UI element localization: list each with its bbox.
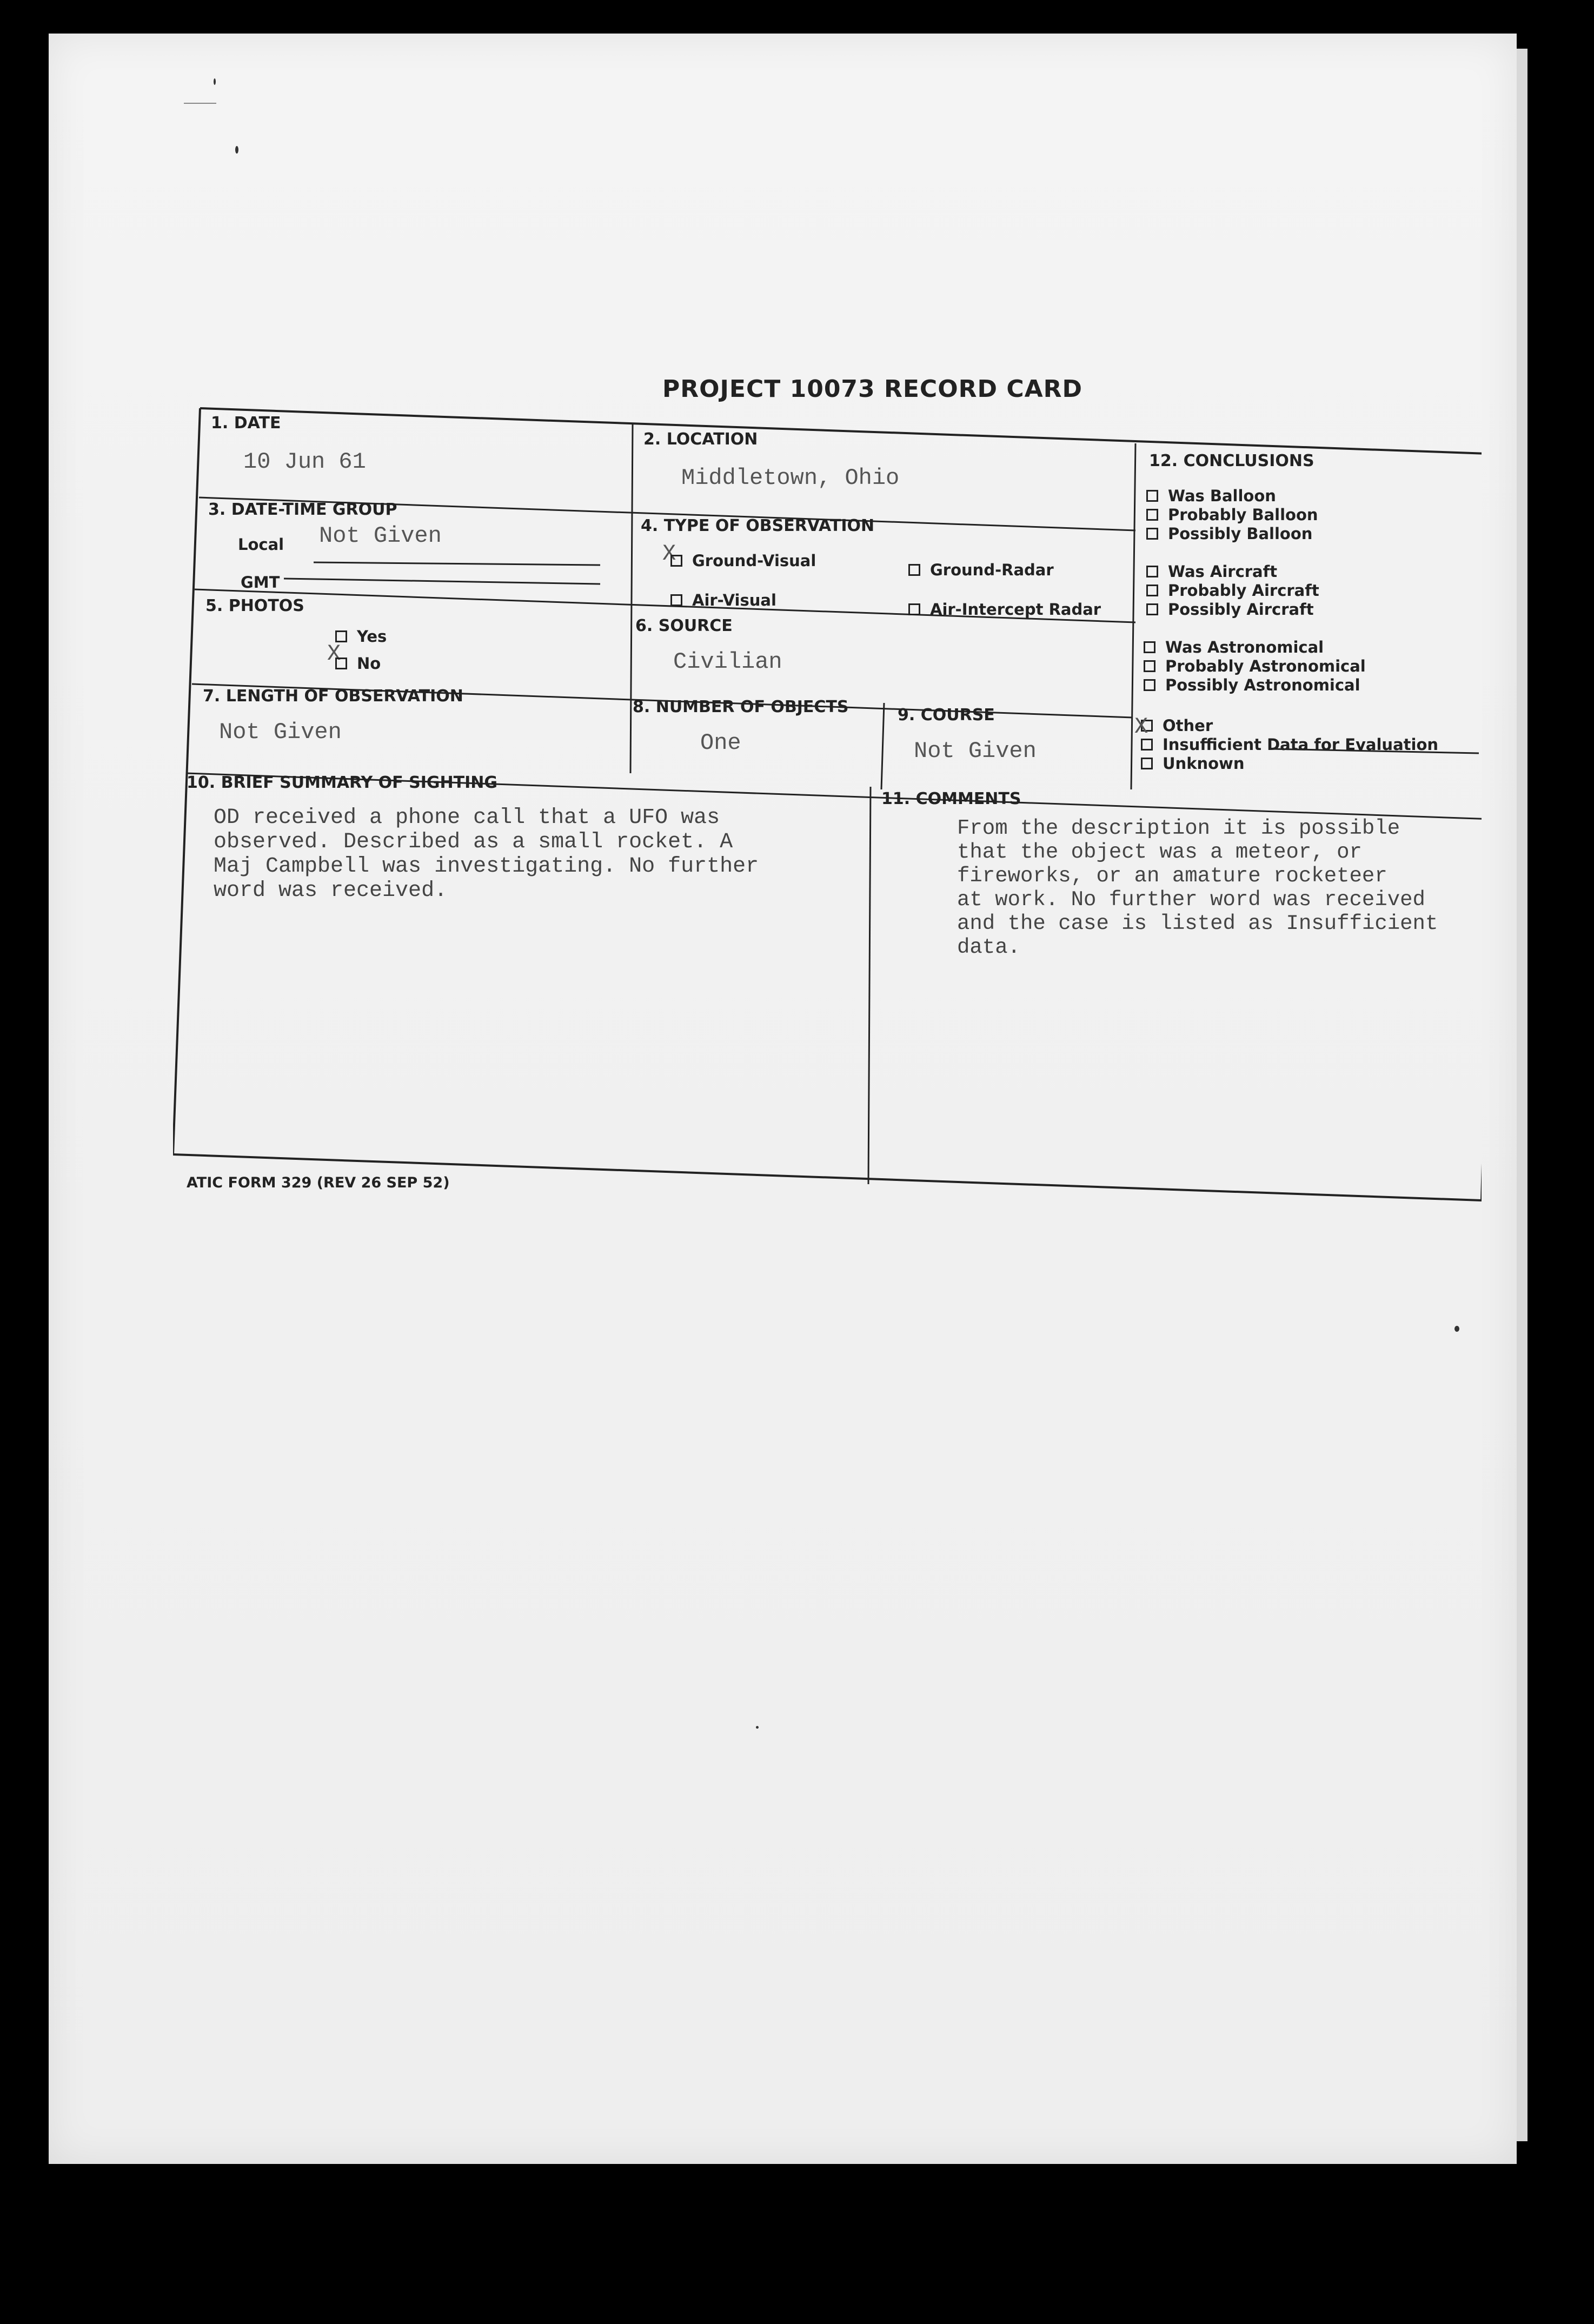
type-of-observation-label: 4. TYPE OF OBSERVATION (641, 516, 875, 535)
date-value: 10 Jun 61 (243, 449, 366, 475)
probably-balloon-checkbox[interactable] (1146, 509, 1158, 521)
ground-visual-checkbox[interactable] (670, 555, 682, 567)
photos-no-x-mark: X (327, 641, 341, 667)
probably-astronomical-label: Probably Astronomical (1165, 657, 1366, 675)
ground-radar-checkbox[interactable] (908, 564, 920, 576)
possibly-balloon-label: Possibly Balloon (1168, 524, 1313, 543)
was-aircraft-label: Was Aircraft (1168, 562, 1278, 581)
dust-speck (1454, 1326, 1459, 1332)
was-balloon-checkbox[interactable] (1146, 490, 1158, 502)
length-of-observation-value: Not Given (219, 719, 342, 745)
brief-summary-text: OD received a phone call that a UFO was observed. Described as a small rocket. A Maj Campbell was investigating. No further word was received. (214, 806, 759, 903)
was-astronomical-checkbox[interactable] (1144, 641, 1155, 653)
conclusion-insufficient-data (1141, 735, 1438, 754)
possibly-balloon-checkbox[interactable] (1146, 528, 1158, 540)
ground-radar-label: Ground-Radar (930, 561, 1054, 579)
unknown-label: Unknown (1163, 754, 1245, 773)
course-value: Not Given (914, 738, 1037, 764)
comments-label: 11. COMMENTS (881, 789, 1021, 808)
probably-aircraft-checkbox[interactable] (1146, 585, 1158, 596)
local-value: Not Given (319, 523, 442, 549)
source-value: Civilian (673, 649, 782, 675)
length-of-observation-label: 7. LENGTH OF OBSERVATION (203, 687, 463, 706)
conclusion-probably-balloon (1146, 506, 1318, 524)
insufficient-data-x-mark: X (1134, 714, 1148, 740)
number-of-objects-label: 8. NUMBER OF OBJECTS (633, 698, 849, 716)
photos-no-option (335, 654, 381, 673)
photos-no-label: No (357, 654, 381, 673)
date-label: 1. DATE (211, 414, 281, 433)
probably-balloon-label: Probably Balloon (1168, 506, 1318, 524)
conclusion-was-balloon (1146, 487, 1276, 505)
dust-speck (235, 146, 238, 154)
was-astronomical-label: Was Astronomical (1165, 638, 1324, 656)
paper-edge (1517, 49, 1527, 2141)
was-balloon-label: Was Balloon (1168, 487, 1276, 505)
conclusions-label: 12. CONCLUSIONS (1149, 451, 1314, 470)
location-label: 2. LOCATION (643, 430, 758, 449)
ground-visual-label: Ground-Visual (692, 552, 816, 570)
photos-label: 5. PHOTOS (205, 596, 304, 615)
probably-astronomical-checkbox[interactable] (1144, 660, 1155, 672)
conclusion-was-astronomical (1144, 638, 1324, 656)
location-value: Middletown, Ohio (681, 465, 900, 491)
air-visual-checkbox[interactable] (670, 594, 682, 606)
possibly-astronomical-label: Possibly Astronomical (1165, 676, 1360, 694)
air-intercept-radar-label: Air-Intercept Radar (930, 600, 1101, 619)
possibly-aircraft-label: Possibly Aircraft (1168, 600, 1314, 619)
air-intercept-radar-option (908, 600, 1101, 619)
conclusion-possibly-astronomical (1144, 676, 1360, 694)
ground-visual-option (670, 552, 816, 570)
conclusion-possibly-balloon (1146, 524, 1312, 543)
conclusion-unknown (1141, 754, 1245, 773)
probably-aircraft-label: Probably Aircraft (1168, 581, 1319, 600)
dust-speck (184, 103, 216, 104)
source-label: 6. SOURCE (635, 616, 733, 635)
air-visual-label: Air-Visual (692, 591, 776, 609)
comments-text: From the description it is possible that the object was a meteor, or fireworks, or an amature rocketeer at work. No further word was received and the case is listed as Insufficient data. (957, 816, 1438, 959)
record-card (173, 403, 1482, 1203)
conclusion-probably-aircraft (1146, 581, 1319, 600)
conclusion-was-aircraft (1146, 562, 1277, 581)
air-visual-option (670, 591, 776, 609)
ground-radar-option (908, 561, 1054, 579)
unknown-checkbox[interactable] (1141, 758, 1153, 769)
photos-yes-option (335, 627, 387, 646)
air-intercept-radar-checkbox[interactable] (908, 603, 920, 615)
dust-speck (214, 78, 216, 85)
conclusion-other (1141, 716, 1213, 735)
course-label: 9. COURSE (898, 706, 995, 725)
other-label: Other (1163, 716, 1213, 735)
dust-speck (756, 1726, 759, 1729)
gmt-label: GMT (241, 573, 280, 592)
number-of-objects-value: One (700, 730, 741, 756)
was-aircraft-checkbox[interactable] (1146, 566, 1158, 577)
date-time-group-label: 3. DATE-TIME GROUP (208, 500, 397, 519)
photos-no-checkbox[interactable] (335, 658, 347, 669)
conclusion-probably-astronomical (1144, 657, 1366, 675)
form-number: ATIC FORM 329 (REV 26 SEP 52) (187, 1174, 450, 1191)
brief-summary-label: 10. BRIEF SUMMARY OF SIGHTING (187, 773, 497, 792)
insufficient-data-checkbox[interactable] (1141, 739, 1153, 751)
possibly-astronomical-checkbox[interactable] (1144, 679, 1155, 691)
card-title: PROJECT 10073 RECORD CARD (662, 375, 1083, 403)
possibly-aircraft-checkbox[interactable] (1146, 603, 1158, 615)
conclusion-possibly-aircraft (1146, 600, 1314, 619)
ground-visual-x-mark: X (662, 541, 676, 567)
insufficient-data-label: Insufficient Data for Evaluation (1163, 735, 1439, 754)
photos-yes-label: Yes (357, 627, 387, 646)
local-label: Local (238, 535, 284, 554)
